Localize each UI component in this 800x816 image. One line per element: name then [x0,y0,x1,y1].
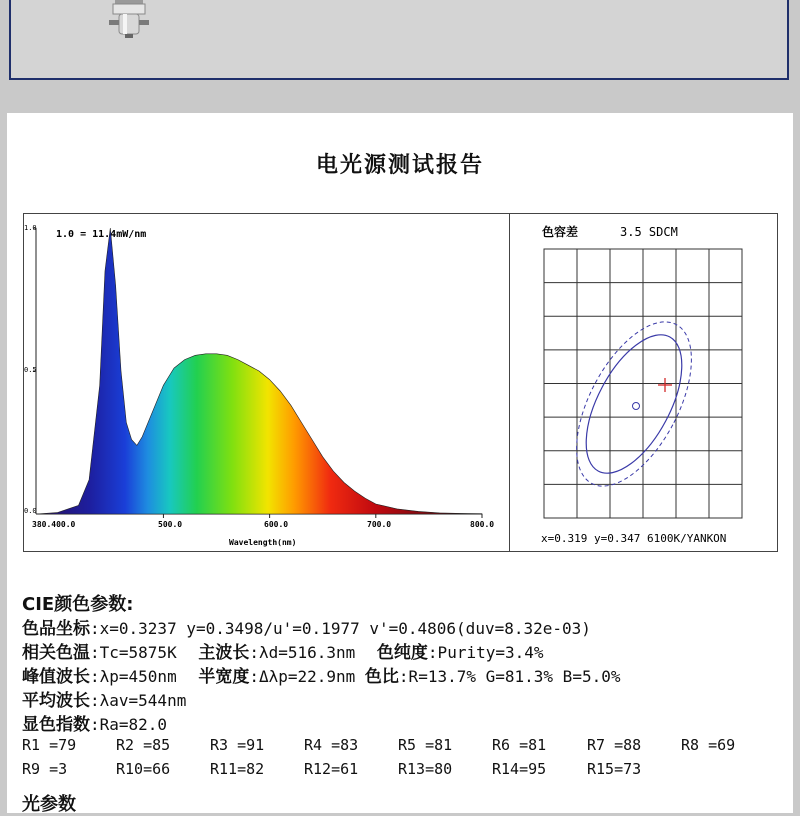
r-value-14: R14=95 [492,760,547,778]
report-title: 电光源测试报告 [315,153,484,178]
sdcm-panel [510,213,778,552]
r-value-12: R12=61 [304,760,359,778]
x-tick-700: 700.0 [367,520,392,529]
sdcm-ellipse-inner [567,320,702,488]
average-wavelength-line: 平均波长:λav=544nm [22,691,187,711]
r-value-2: R2 =85 [116,736,171,754]
r-value-8: R8 =69 [681,736,736,754]
r-value-11: R11=82 [210,760,265,778]
r-value-5: R5 =81 [398,736,453,754]
y-tick-1: 1.0 [24,224,37,232]
sdcm-value: 3.5 SDCM [620,225,678,239]
x-tick-600: 600.0 [264,520,289,529]
r-value-1: R1 =79 [22,736,77,754]
sdcm-plot [510,214,778,553]
x-tick-800: 800.0 [470,520,495,529]
r-value-9: R9 =3 [22,760,68,778]
r-value-3: R3 =91 [210,736,265,754]
r-value-15: R15=73 [587,760,642,778]
r-value-7: R7 =88 [587,736,642,754]
scale-note: 1.0 = 11.4mW/nm [56,229,147,240]
sdcm-footer: x=0.319 y=0.347 6100K/YANKON [541,532,727,545]
x-tick-380: 380.400.0 [32,520,76,529]
r-value-6: R6 =81 [492,736,547,754]
cct-line: 相关色温:Tc=5875K 主波长:λd=516.3nm 色纯度:Purity=3.4% [22,643,544,663]
sdcm-grid [544,249,742,518]
spectrum-area [36,228,482,514]
light-params-heading: 光参数 [22,794,76,815]
product-photo-frame [9,0,789,80]
x-tick-500: 500.0 [158,520,183,529]
cie-heading: CIE颜色参数: [22,594,134,615]
measured-point-marker [633,403,640,410]
r-value-4: R4 =83 [304,736,359,754]
spectrum-plot [24,214,511,553]
chromaticity-line: 色品坐标:x=0.3237 y=0.3498/u'=0.1977 v'=0.4806(duv=8.32e-03) [22,619,591,639]
r-value-10: R10=66 [116,760,171,778]
y-tick-05: 0.5 [24,366,37,374]
bulb-base-icon [107,0,151,38]
top-banner [0,0,800,100]
x-axis-label: Wavelength(nm) [229,538,297,547]
y-tick-0: 0.0 [24,507,37,515]
peak-wavelength-line: 峰值波长:λp=450nm 半宽度:Δλp=22.9nm 色比:R=13.7% G=81.3% B=5.0% [22,667,621,687]
spectrum-chart [23,213,510,552]
sdcm-label: 色容差 [542,225,579,239]
r-value-13: R13=80 [398,760,453,778]
target-cross-marker [658,378,672,392]
cri-line: 显色指数:Ra=82.0 [22,715,168,735]
